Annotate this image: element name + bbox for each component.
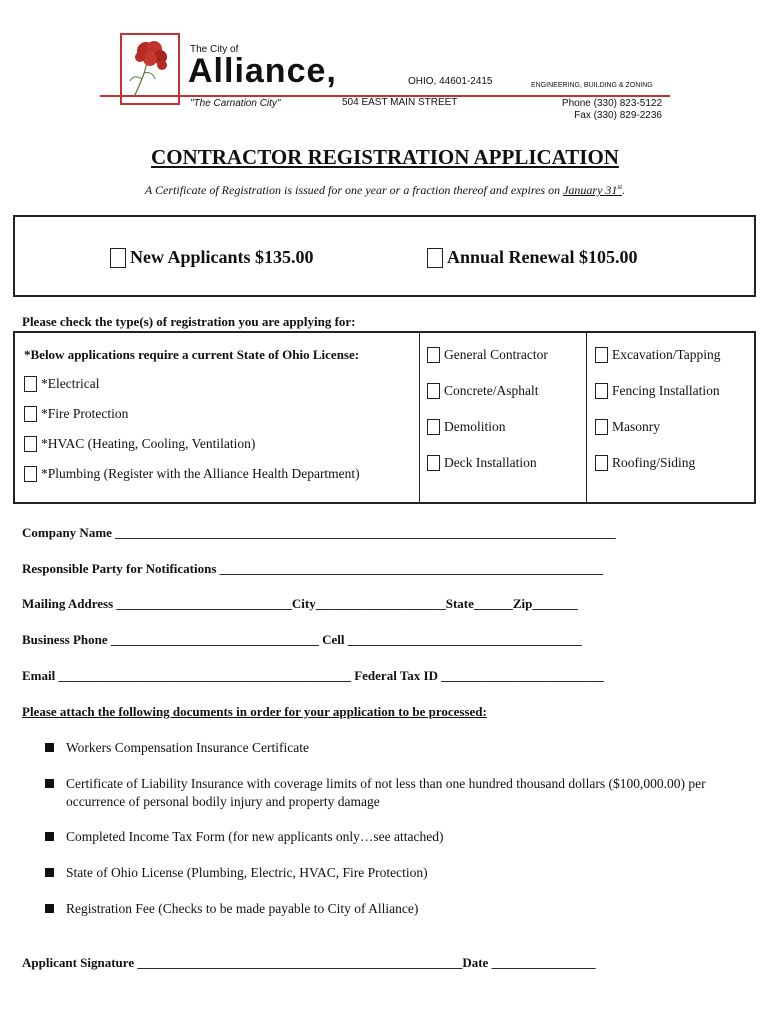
license-item-fire-protection[interactable] (24, 406, 128, 422)
list-item (45, 864, 706, 882)
business-phone-field[interactable]: Business Phone ________________________________ Cell ____________________________________ (22, 632, 582, 647)
item-label: *Electrical (41, 376, 100, 391)
bullet-icon (45, 832, 54, 841)
document-requirement: Certificate of Liability Insurance with coverage limits of not less than one hundred thousand dollars ($100,000.00) per occurrence of personal bodily injury and property damage (66, 776, 706, 809)
item-label: Deck Installation (444, 455, 537, 470)
type-general-contractor[interactable] (427, 347, 548, 363)
attachments-heading: Please attach the following documents in order for your application to be processed: (22, 704, 487, 719)
letterhead-street: 504 EAST MAIN STREET (342, 97, 458, 108)
type-excavation-tapping[interactable] (595, 347, 721, 363)
expiry-date (563, 183, 622, 197)
type-concrete-asphalt[interactable] (427, 383, 538, 399)
item-label: *Fire Protection (41, 406, 129, 421)
type-deck-installation[interactable] (427, 455, 537, 471)
document-requirement: Workers Compensation Insurance Certificate (66, 740, 309, 755)
hvac-checkbox[interactable] (24, 436, 37, 452)
document-requirement: Registration Fee (Checks to be made payable to City of Alliance) (66, 901, 419, 916)
type-fencing-installation[interactable] (595, 383, 720, 399)
item-label: Concrete/Asphalt (444, 383, 539, 398)
type-demolition[interactable] (427, 419, 506, 435)
masonry-checkbox[interactable] (595, 419, 608, 435)
subtitle-end: . (622, 183, 626, 197)
letterhead-city-of: The City of (190, 44, 239, 55)
list-item (45, 775, 706, 811)
new-applicant-checkbox[interactable] (110, 248, 126, 268)
list-item (45, 828, 706, 846)
applicant-signature-field[interactable]: Applicant Signature __________________________________________________Date ________________ (22, 955, 596, 970)
letterhead-department: ENGINEERING, BUILDING & ZONING (531, 82, 653, 89)
fencing-installation-checkbox[interactable] (595, 383, 608, 399)
expiry-date-suffix: st (617, 183, 623, 191)
table-divider (419, 333, 420, 502)
registration-type-prompt: Please check the type(s) of registration you are applying for: (22, 314, 356, 329)
bullet-icon (45, 743, 54, 752)
plumbing-checkbox[interactable] (24, 466, 37, 482)
license-item-plumbing[interactable] (24, 466, 360, 482)
demolition-checkbox[interactable] (427, 419, 440, 435)
document-requirement: Completed Income Tax Form (for new applicants only…see attached) (66, 829, 444, 844)
letterhead-tagline: "The Carnation City" (190, 98, 281, 109)
responsible-party-field[interactable]: Responsible Party for Notifications ___________________________________________________________ (22, 561, 604, 576)
company-name-field[interactable]: Company Name _____________________________________________________________________________ (22, 525, 616, 540)
item-label: Excavation/Tapping (612, 347, 721, 362)
subtitle-text: A Certificate of Registration is issued for one year or a fraction thereof and expires on (144, 183, 564, 197)
license-required-heading: *Below applications require a current State of Ohio License: (24, 347, 360, 362)
document-requirement: State of Ohio License (Plumbing, Electric, HVAC, Fire Protection) (66, 865, 428, 880)
fire-protection-checkbox[interactable] (24, 406, 37, 422)
electrical-checkbox[interactable] (24, 376, 37, 392)
bullet-icon (45, 868, 54, 877)
list-item (45, 739, 706, 757)
renewal-label: Annual Renewal $105.00 (447, 247, 638, 267)
fee-option-new[interactable] (110, 247, 314, 268)
bullet-icon (45, 779, 54, 788)
item-label: Fencing Installation (612, 383, 720, 398)
item-label: *HVAC (Heating, Cooling, Ventilation) (41, 436, 256, 451)
item-label: General Contractor (444, 347, 548, 362)
letterhead-city-name: Alliance, (188, 52, 337, 90)
item-label: Roofing/Siding (612, 455, 696, 470)
bullet-icon (45, 904, 54, 913)
page-title: CONTRACTOR REGISTRATION APPLICATION (151, 145, 619, 169)
carnation-flower-icon (122, 35, 178, 103)
license-item-hvac[interactable] (24, 436, 255, 452)
letterhead-state-zip: OHIO, 44601-2415 (408, 76, 493, 87)
mailing-address-field[interactable]: Mailing Address ___________________________City____________________State______Zip_______ (22, 596, 578, 611)
letterhead-phone: Phone (330) 823-5122 (561, 98, 662, 109)
item-label: Demolition (444, 419, 506, 434)
type-roofing-siding[interactable] (595, 455, 695, 471)
type-masonry[interactable] (595, 419, 660, 435)
deck-installation-checkbox[interactable] (427, 455, 440, 471)
concrete-asphalt-checkbox[interactable] (427, 383, 440, 399)
renewal-checkbox[interactable] (427, 248, 443, 268)
general-contractor-checkbox[interactable] (427, 347, 440, 363)
list-item (45, 900, 706, 918)
fee-option-renewal[interactable] (427, 247, 638, 268)
license-item-electrical[interactable] (24, 376, 99, 392)
expiry-date-text: January 31 (563, 183, 618, 197)
email-field[interactable]: Email _____________________________________________ Federal Tax ID _________________________ (22, 668, 604, 683)
new-applicant-label: New Applicants $135.00 (130, 247, 314, 267)
excavation-tapping-checkbox[interactable] (595, 347, 608, 363)
item-label: *Plumbing (Register with the Alliance Health Department) (41, 466, 360, 481)
item-label: Masonry (612, 419, 660, 434)
roofing-siding-checkbox[interactable] (595, 455, 608, 471)
letterhead-fax: Fax (330) 829-2236 (574, 110, 662, 121)
page-subtitle (0, 183, 770, 198)
table-divider (586, 333, 587, 502)
